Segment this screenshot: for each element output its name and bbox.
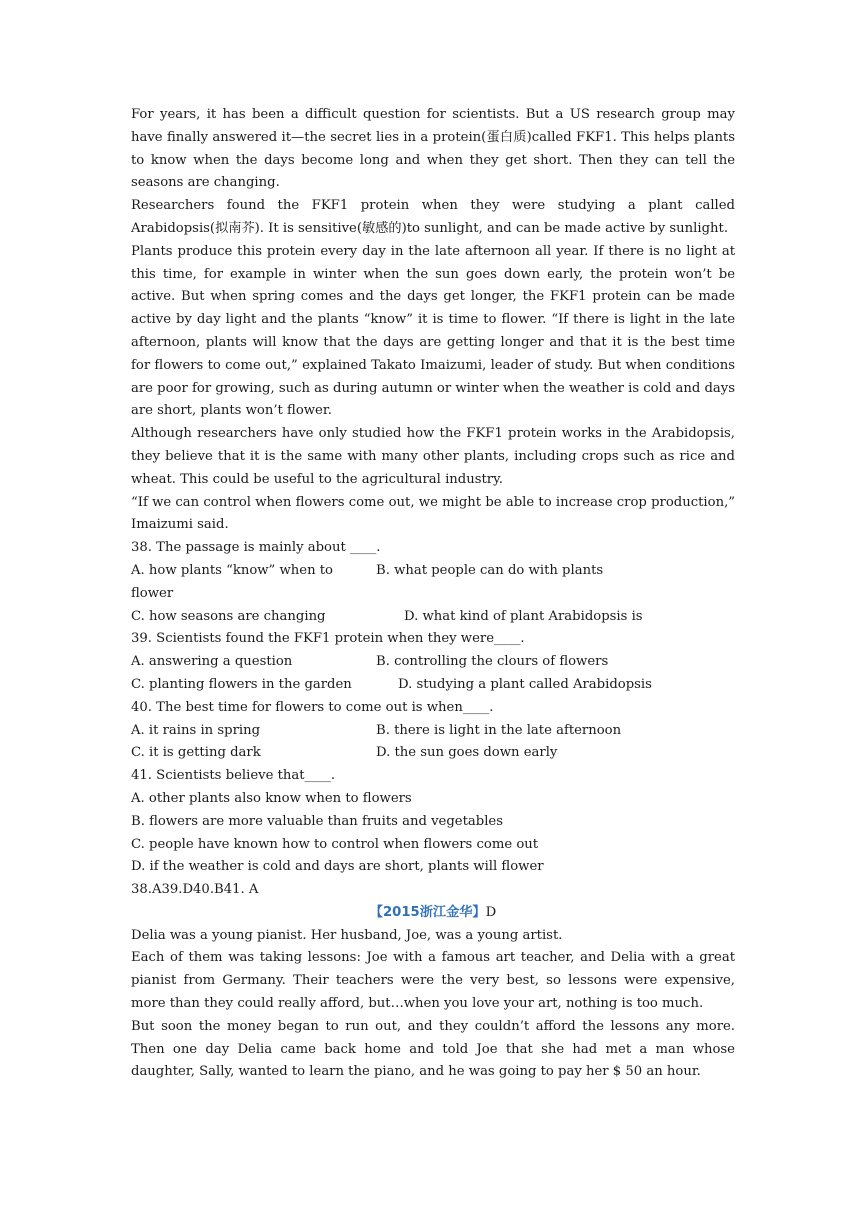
paragraph: For years, it has been a difficult question for scientists. But a US research group may have finally answered it—the secret lies in a protein(蛋白质)called FKF1. This helps plants to know when the days become long and when they get short. Then they can tell the seasons are changing. — [131, 107, 735, 191]
option-a: A. other plants also know when to flowers — [131, 790, 412, 806]
option-a: A. how plants “know” when to flower — [131, 562, 333, 601]
paragraph: Plants produce this protein every day in the late afternoon all year. If there is no light at this time, for example in winter when the sun goes down early, the protein won’t be active. But when spring comes and the days get longer, the FKF1 protein can be made active by day light and the plants “know” it is time to flower. “If there is light in the late afternoon, plants will know that the days are getting longer and that it is the best time for flowers to come out,” explained Takato Imaizumi, leader of study. But when conditions are poor for growing, such as during autumn or winter when the weather is cold and days are short, plants won’t flower. — [131, 243, 735, 419]
question-stem: 40. The best time for flowers to come out is when____. — [131, 699, 494, 715]
question-41 — [131, 765, 735, 879]
paragraph: Delia was a young pianist. Her husband, Joe, was a young artist. — [131, 927, 563, 943]
option-c: C. people have known how to control when flowers come out — [131, 836, 539, 852]
option-row — [131, 560, 735, 606]
option-c: C. it is getting dark — [131, 745, 261, 761]
option-d: D. studying a plant called Arabidopsis — [398, 676, 652, 692]
option-row — [131, 742, 735, 765]
option-row — [131, 651, 735, 674]
answer-key: 38.A39.D40.B41. A — [131, 882, 259, 898]
document-page — [131, 104, 735, 1084]
question-stem: 38. The passage is mainly about ____. — [131, 540, 381, 556]
option-c: C. planting flowers in the garden — [131, 676, 352, 692]
question-40 — [131, 697, 735, 765]
section-source-tag: 【2015浙江金华】 — [369, 904, 486, 920]
option-b: B. flowers are more valuable than fruits and vegetables — [131, 813, 503, 829]
paragraph: “If we can control when flowers come out, we might be able to increase crop production,” Imaizumi said. — [131, 494, 735, 533]
option-d: D. what kind of plant Arabidopsis is — [404, 608, 643, 624]
question-39 — [131, 628, 735, 696]
question-stem: 41. Scientists believe that____. — [131, 768, 336, 784]
option-a: A. it rains in spring — [131, 722, 261, 738]
paragraph: Each of them was taking lessons: Joe with a famous art teacher, and Delia with a great pianist from Germany. Their teachers were the very best, so lessons were expensive, more than they could really afford, but…when you love your art, nothing is too much. — [131, 950, 735, 1012]
paragraph: Researchers found the FKF1 protein when they were studying a plant called Arabidopsis(拟南芥). It is sensitive(敏感的)to sunlight, and can be made active by sunlight. — [131, 198, 735, 236]
section-heading — [131, 902, 735, 925]
paragraph: But soon the money began to run out, and they couldn’t afford the lessons any more. Then one day Delia came back home and told Joe that she had met a man whose daughter, Sally, wanted to learn the piano, and he was going to pay her $ 50 an hour. — [131, 1018, 735, 1080]
section-letter: D — [485, 904, 497, 920]
question-stem: 39. Scientists found the FKF1 protein when they were____. — [131, 631, 525, 647]
option-d: D. the sun goes down early — [376, 745, 558, 761]
option-b: B. controlling the clours of flowers — [376, 654, 609, 670]
option-a: A. answering a question — [131, 654, 293, 670]
option-b: B. what people can do with plants — [376, 562, 604, 578]
passage-1 — [131, 104, 735, 537]
paragraph: Although researchers have only studied how the FKF1 protein works in the Arabidopsis, they believe that it is the same with many other plants, including crops such as rice and wheat. This could be useful to the agricultural industry. — [131, 426, 735, 487]
option-d: D. if the weather is cold and days are short, plants will flower — [131, 859, 544, 875]
option-row — [131, 674, 735, 697]
option-row — [131, 720, 735, 743]
question-38 — [131, 537, 735, 628]
passage-2 — [131, 925, 735, 1085]
option-row — [131, 606, 735, 629]
option-b: B. there is light in the late afternoon — [376, 722, 622, 738]
option-c: C. how seasons are changing — [131, 608, 326, 624]
